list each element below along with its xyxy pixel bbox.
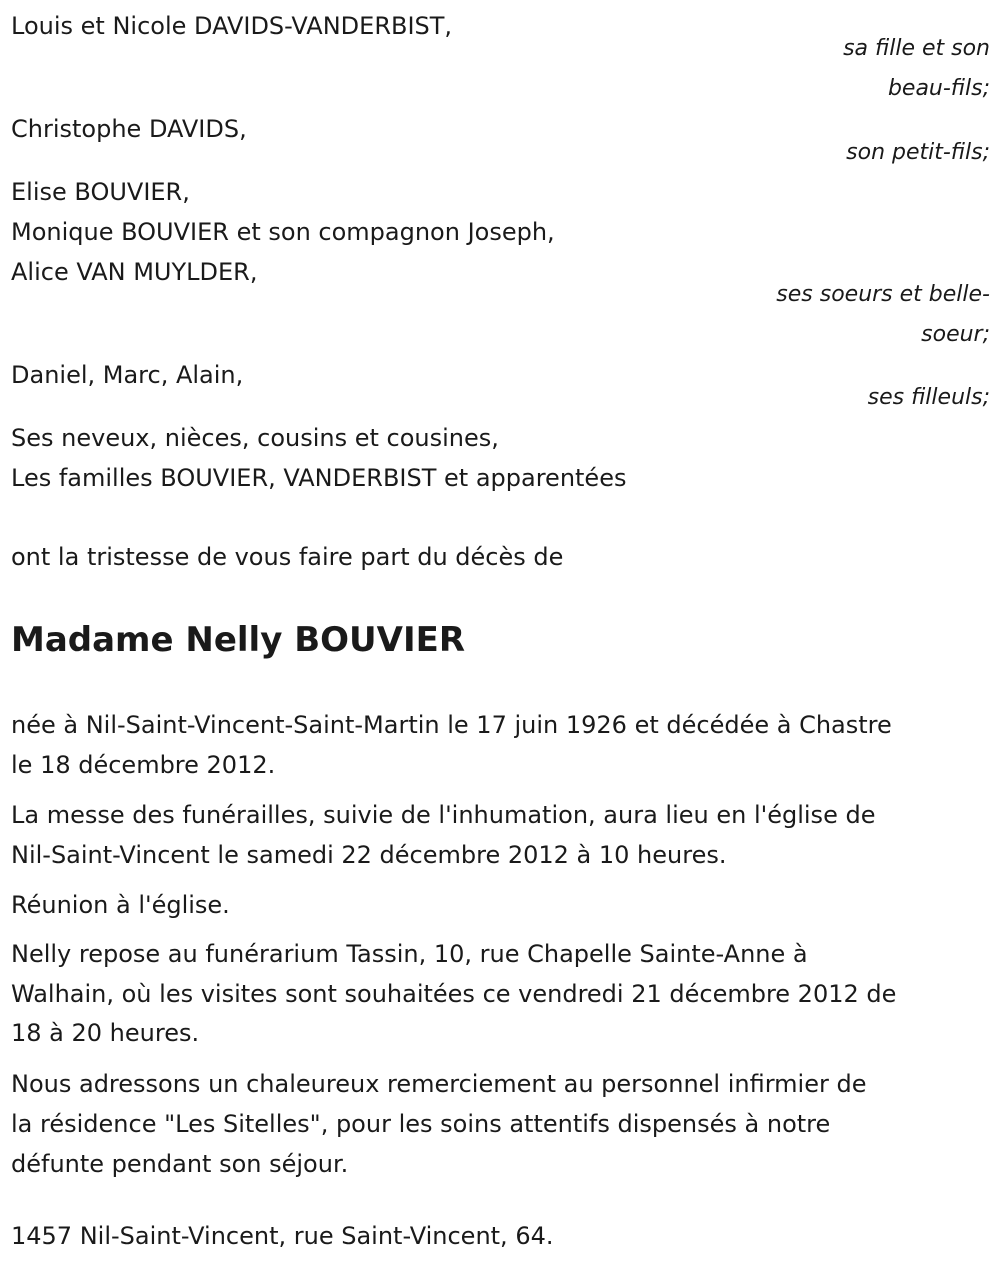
family-daughter-role-1: sa fille et son (843, 36, 990, 61)
detail-thanks-2: la résidence "Les Sitelles", pour les soins attentifs dispensés à notre (11, 1110, 831, 1138)
detail-birth-2: le 18 décembre 2012. (11, 751, 276, 779)
family-relatives-2: Les familles BOUVIER, VANDERBIST et apparentées (11, 464, 627, 492)
deceased-name: Madame Nelly BOUVIER (11, 620, 466, 660)
family-relatives-1: Ses neveux, nièces, cousins et cousines, (11, 424, 499, 452)
family-sisters-role-1: ses soeurs et belle- (776, 282, 990, 307)
family-daughter-line: Louis et Nicole DAVIDS-VANDERBIST, (11, 12, 453, 40)
family-sister-2: Monique BOUVIER et son compagnon Joseph, (11, 218, 555, 246)
detail-rest-3: 18 à 20 heures. (11, 1019, 200, 1047)
family-godchildren-line: Daniel, Marc, Alain, (11, 361, 244, 389)
detail-rest-1: Nelly repose au funérarium Tassin, 10, rue Chapelle Sainte-Anne à (11, 940, 808, 968)
detail-thanks-1: Nous adressons un chaleureux remerciement au personnel infirmier de (11, 1070, 867, 1098)
announcement-intro: ont la tristesse de vous faire part du décès de (11, 543, 564, 571)
family-address: 1457 Nil-Saint-Vincent, rue Saint-Vincent, 64. (11, 1222, 554, 1250)
family-daughter-role-2: beau-fils; (887, 76, 990, 101)
detail-birth-1: née à Nil-Saint-Vincent-Saint-Martin le 17 juin 1926 et décédée à Chastre (11, 711, 892, 739)
family-sisters-role-2: soeur; (921, 322, 990, 347)
family-grandson-role: son petit-fils; (846, 140, 990, 165)
family-godchildren-role: ses filleuls; (867, 385, 990, 410)
detail-meeting: Réunion à l'église. (11, 891, 230, 919)
detail-thanks-3: défunte pendant son séjour. (11, 1150, 349, 1178)
detail-mass-1: La messe des funérailles, suivie de l'inhumation, aura lieu en l'église de (11, 801, 876, 829)
detail-mass-2: Nil-Saint-Vincent le samedi 22 décembre 2012 à 10 heures. (11, 841, 727, 869)
family-sister-3: Alice VAN MUYLDER, (11, 258, 258, 286)
detail-rest-2: Walhain, où les visites sont souhaitées ce vendredi 21 décembre 2012 de (11, 980, 897, 1008)
family-grandson-line: Christophe DAVIDS, (11, 115, 247, 143)
family-sister-1: Elise BOUVIER, (11, 178, 190, 206)
